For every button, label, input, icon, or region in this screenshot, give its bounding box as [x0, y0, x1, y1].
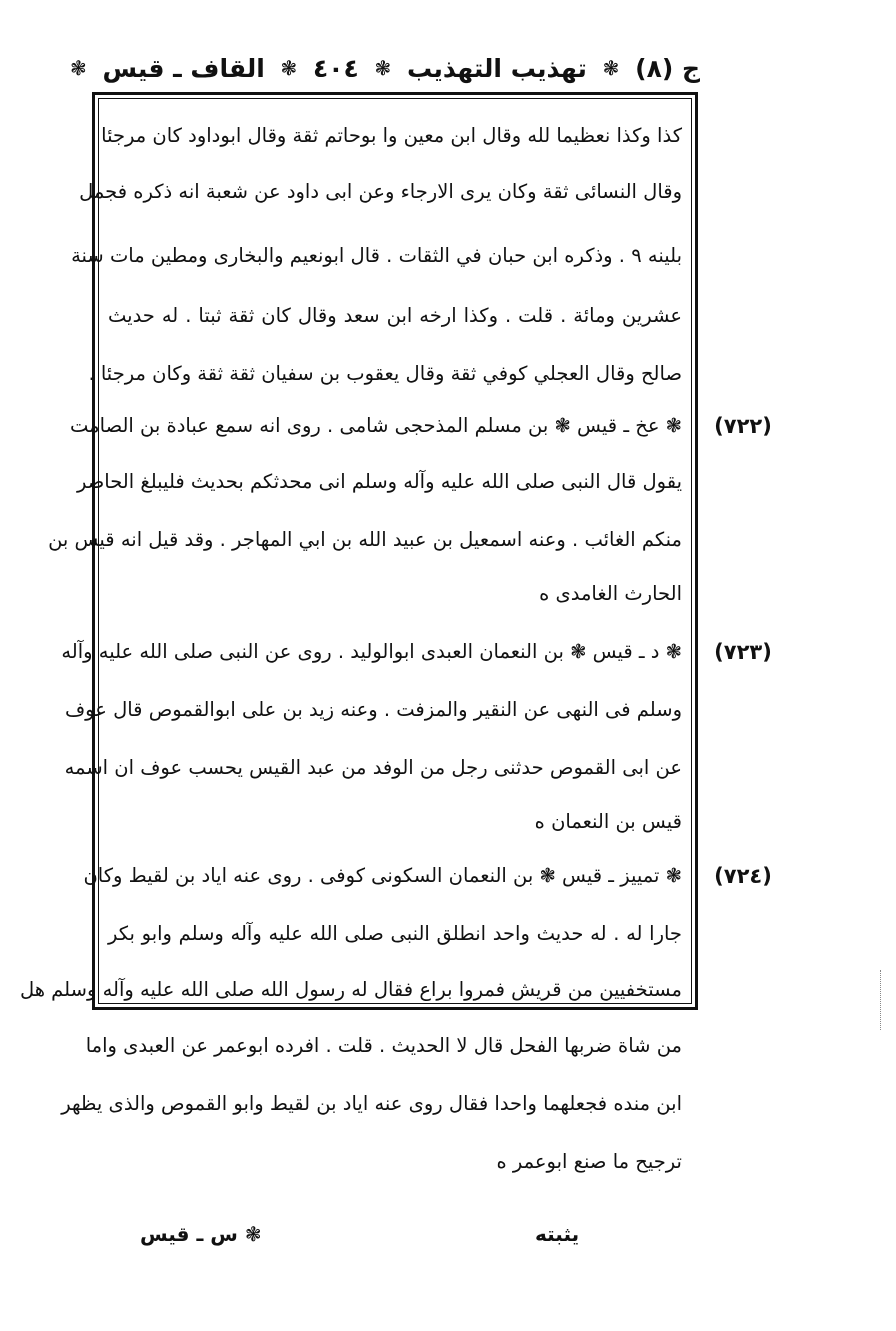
- text-line: عشرين ومائة . قلت . وكذا ارخه ابن سعد وقال كان ثقة ثبتا . له حديث: [108, 304, 682, 327]
- text-line: من شاة ضربها الفحل قال لا الحديث . قلت . افرده ابوعمر عن العبدى واما: [85, 1034, 682, 1057]
- text-line: ❃ عخ ـ قيس ❃ بن مسلم المذحجى شامى . روى انه سمع عبادة بن الصامت: [70, 414, 682, 437]
- volume-label: ج (٨): [635, 53, 700, 83]
- text-line: كذا وكذا نعظيما لله وقال ابن معين وا بوحاتم ثقة وقال ابوداود كان مرجئا: [101, 124, 682, 147]
- text-line: ❃ تمييز ـ قيس ❃ بن النعمان السكونى كوفى . روى عنه اياد بن لقيط وكان: [83, 864, 682, 887]
- text-line: وقال النسائى ثقة وكان يرى الارجاء وعن ابى داود عن شعبة انه ذكره فجمل: [79, 180, 682, 203]
- page-header: [70, 48, 700, 88]
- text-line: الحارث الغامدى ه: [539, 582, 682, 605]
- flower-ornament-icon: ❃: [70, 56, 87, 80]
- scan-edge-mark: [880, 970, 883, 1030]
- page-number: ٤٠٤: [313, 53, 359, 83]
- entry-number: (٧٢٣): [714, 640, 772, 664]
- text-line: ابن منده فجعلهما واحدا فقال روى عنه اياد بن لقيط وابو القموص والذى يظهر: [61, 1092, 682, 1115]
- text-line: يقول قال النبى صلى الله عليه وآله وسلم انى محدثكم بحديث فليبلغ الحاضر: [76, 470, 682, 493]
- text-line: مستخفيين من قريش فمروا براع فقال له رسول الله صلى الله عليه وآله وسلم هل: [19, 978, 682, 1001]
- entry-number: (٧٢٢): [714, 414, 772, 438]
- text-line: قيس بن النعمان ه: [534, 810, 682, 833]
- next-entry-label: ❃ س ـ قيس: [140, 1222, 262, 1246]
- text-line: منكم الغائب . وعنه اسمعيل بن عبيد الله بن ابي المهاجر . وقد قيل انه قيس بن: [48, 528, 682, 551]
- flower-ornament-icon: ❃: [280, 56, 298, 80]
- flower-ornament-icon: ❃: [374, 56, 392, 80]
- text-line: ترجيح ما صنع ابوعمر ه: [496, 1150, 682, 1173]
- text-line: بلينه ٩ . وذكره ابن حبان في الثقات . قال ابونعيم والبخارى ومطين مات سنة: [71, 244, 682, 267]
- text-line: عن ابى القموص حدثنى رجل من الوفد من عبد القيس يحسب عوف ان اسمه: [64, 756, 682, 779]
- entry-number: (٧٢٤): [714, 864, 772, 888]
- text-line: جارا له . له حديث واحد انطلق النبى صلى الله عليه وآله وسلم وابو بكر: [108, 922, 682, 945]
- text-line: وسلم فى النهى عن النقير والمزفت . وعنه زيد بن على ابوالقموص قال عوف: [64, 698, 682, 721]
- section-title: القاف ـ قيس: [102, 53, 265, 83]
- text-line: صالح وقال العجلي كوفي ثقة وقال يعقوب بن سفيان ثقة ثقة وكان مرجئا .: [88, 362, 682, 385]
- text-line: ❃ د ـ قيس ❃ بن النعمان العبدى ابوالوليد . روى عن النبى صلى الله عليه وآله: [61, 640, 682, 663]
- flower-ornament-icon: ❃: [602, 56, 620, 80]
- catchword: يثبته: [535, 1222, 580, 1246]
- book-title: تهذيب التهذيب: [407, 53, 587, 83]
